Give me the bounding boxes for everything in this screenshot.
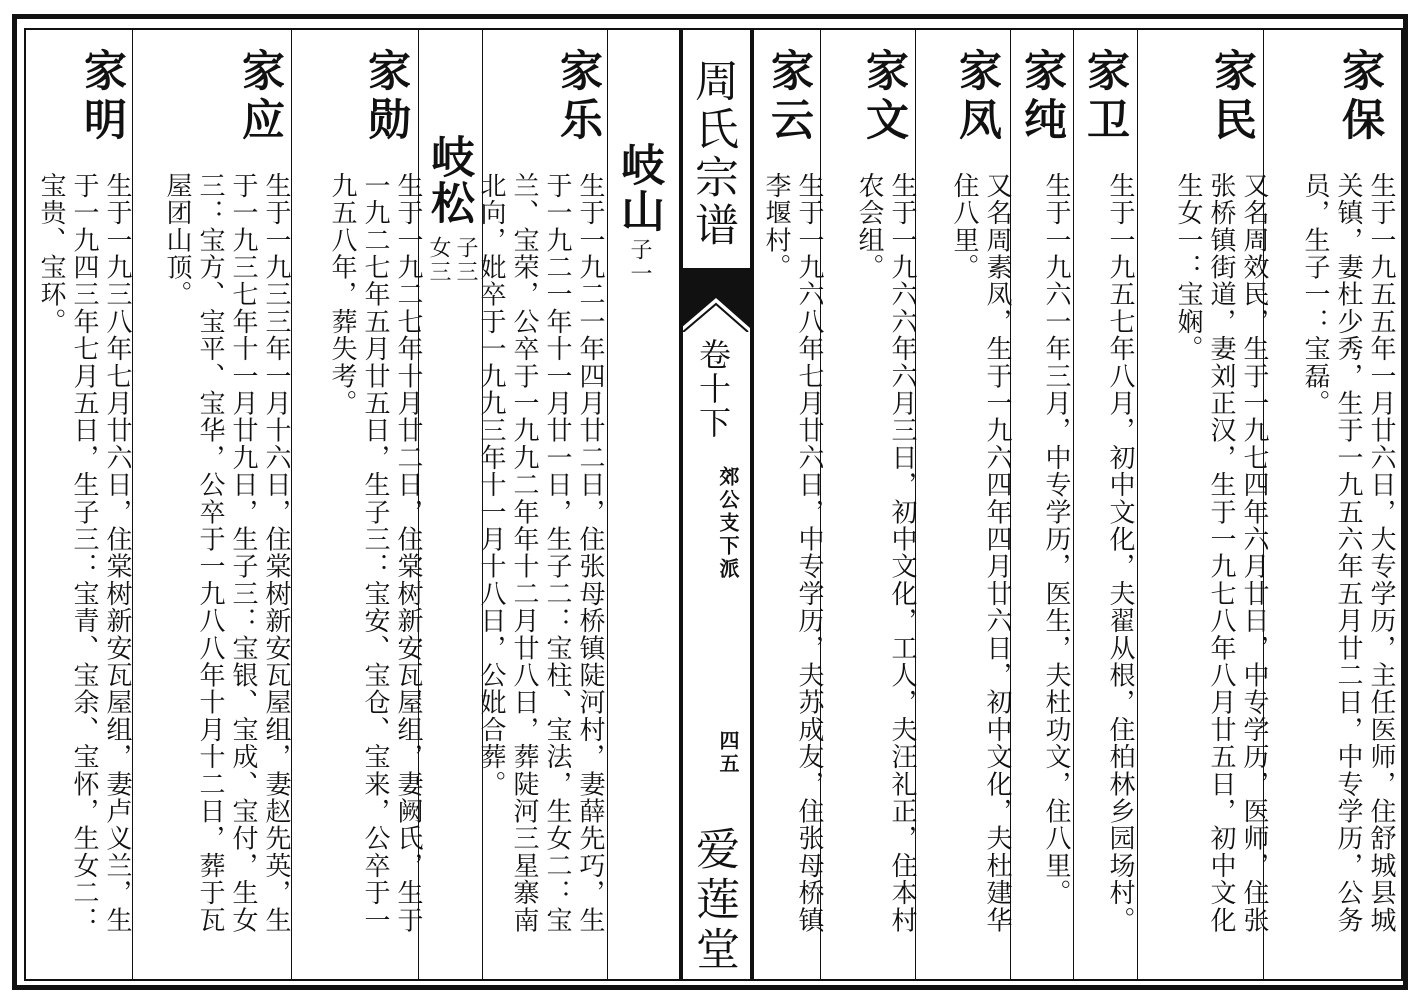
hall-name: 爱莲堂 — [688, 826, 739, 976]
person-name: 家应 — [235, 48, 285, 146]
person-name: 家纯 — [1017, 48, 1067, 146]
person-bio: 生于一九六一年三月，中专学历，医生，夫杜功文，住八里。 — [1041, 172, 1071, 907]
person-name: 家保 — [1335, 48, 1385, 146]
ancestor-children-count: 子一 — [627, 238, 652, 286]
person-bio: 生于一九二一年四月廿二日，住张母桥镇陡河村，妻薛先巧，生于一九二一年十一月廿一日，生子二：宝柱、宝法，生女二：宝兰、宝荣，公卒于一九九二年年十二月廿八日，葬陡河三星寨南北向，妣卒于一九九三年十一月十八日，公妣合葬。 — [476, 172, 605, 934]
person-bio: 生于一九六六年六月三日，初中文化，工人，夫汪礼正，住本村农会组。 — [854, 172, 917, 934]
ancestor-name: 岐松 — [423, 134, 474, 226]
person-name: 家文 — [859, 48, 909, 146]
person-name: 家明 — [77, 48, 127, 146]
person-name: 家凤 — [952, 48, 1002, 146]
person-bio: 生于一九三三年一月十六日，住棠树新安瓦屋组，妻赵先英，生于一九三七年十一月廿九日，生子三：宝银、宝成、宝付，生女三：宝方、宝平、宝华，公卒于一九八八年十月十二日，葬于瓦屋团山顶。 — [162, 172, 291, 934]
person-bio: 生于一九六八年七月廿六日，中专学历，夫苏成友，住张母桥镇李堰村。 — [761, 172, 824, 934]
person-bio: 生于一九五五年一月廿六日，大专学历，主任医师，住舒城县城关镇，妻杜少秀，生于一九五六年五月廿二日，中专学历，公务员，生子一：宝磊。 — [1300, 172, 1396, 934]
person-bio: 生于一九二七年十月廿二日，住棠树新安瓦屋组，妻阙氏，生于一九二七年五月廿五日，生子三：宝安、宝仓、宝来，公卒于一九五八年，葬失考。 — [327, 172, 423, 934]
volume-label: 卷十下 — [694, 338, 732, 440]
ancestor-sons-count: 子三 — [453, 236, 478, 284]
person-bio: 生于一九五七年八月，初中文化，夫翟从根，住柏林乡园场村。 — [1105, 172, 1135, 934]
genealogy-title: 周氏宗谱 — [687, 58, 738, 250]
branch-label: 郊公支下派 — [716, 466, 740, 581]
column-divider — [1073, 30, 1074, 981]
fishtail-ornament — [681, 268, 750, 332]
person-bio: 又名周效民，生于一九七四年六月廿日，中专学历，医师，住张张桥镇街道，妻刘正汉，生于一九七八年八月廿五日，初中文化生女一：宝娴。 — [1173, 172, 1269, 934]
page-number: 四五 — [716, 730, 740, 776]
spine-divider-right — [750, 30, 754, 981]
ancestor-name: 岐山 — [613, 142, 664, 234]
person-bio: 生于一九三八年七月廿六日，住棠树新安瓦屋组，妻卢义兰，生于一九四三年七月五日，生子三：宝青、宝余、宝怀，生女二：宝贵、宝环。 — [36, 172, 132, 934]
person-bio: 又名周素凤，生于一九六四年四月廿六日，初中文化，夫杜建华住八里。 — [949, 172, 1012, 934]
ancestor-daughters-count: 女三 — [426, 236, 451, 284]
column-divider — [1137, 30, 1138, 981]
person-name: 家云 — [764, 48, 814, 146]
column-divider — [607, 30, 608, 981]
person-name: 家卫 — [1080, 48, 1130, 146]
spine-divider-left — [679, 30, 683, 981]
person-name: 家民 — [1207, 48, 1257, 146]
person-name: 家勋 — [361, 48, 411, 146]
person-name: 家乐 — [553, 48, 603, 146]
